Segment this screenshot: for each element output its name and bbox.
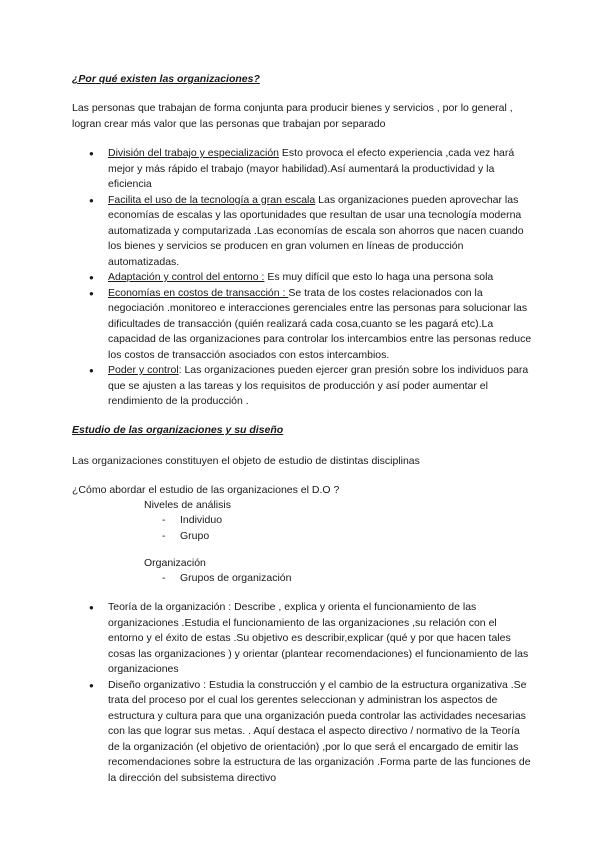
list-item — [72, 146, 532, 193]
item-term: Economías en costos de transacción : — [108, 286, 289, 299]
section2-question: ¿Cómo abordar el estudio de las organizaciones el D.O ? — [72, 484, 340, 496]
list-item: ● Teoría de la organización : Describe , explica y orienta el funcionamiento de las organizaciones .Estudia el funcionamiento de las organizaciones ,su relación con el entorno y el éxito de estas .Su objetivo es describir,explicar (qué y por que hacen tales cosas las organizaciones ) y orientar (plantear recomendaciones) el funcionamiento de las organizaciones — [72, 600, 532, 678]
section2-intro: Las organizaciones constituyen el objeto de estudio de distintas disciplinas — [72, 455, 420, 467]
item-text: : Las organizaciones pueden ejercer gran presión sobre los individuos para que se ajusten a las tareas y los requisitos de producción y así poder aumentar el rendimiento de la producción . — [108, 364, 529, 407]
list-item — [72, 363, 532, 410]
item-text: Esto provoca el efecto experiencia ,cada vez hará mejor y más rápido el trabajo (mayor habilidad).Así aumentará la productividad y la eficiencia — [108, 147, 515, 190]
item-term: Adaptación y control del entorno : — [108, 271, 265, 283]
item-text: Las organizaciones pueden aprovechar las economías de escalas y las oportunidades que resultan de usar una tecnología moderna automatizada y computarizada .Las economías de escala son ahorros que nacen cuando los bienes y servicios se producen en gran volumen en líneas de producción automatizadas. — [108, 193, 524, 268]
item-text: Se trata de los costes relacionados con la negociación .monitoreo e interacciones gerenciales entre las personas para solucionar las dificultades de transacción (quién realizará cada cosa,cuanto se les pagará etc).La capacidad de las organizaciones para controlar los intercambios entre las personas reduce los costos de transacción asociados con estos intercambios. — [108, 286, 532, 361]
item-term: Poder y control — [108, 364, 179, 376]
item-text: Es muy difícil que esto lo haga una persona sola — [264, 271, 494, 283]
section1-list — [72, 146, 532, 410]
section2-title: Estudio de las organizaciones y su diseño — [72, 424, 284, 436]
item-term: División del trabajo y especialización — [108, 147, 280, 159]
section1-intro: Las personas que trabajan de forma conjunta para producir bienes y servicios , por lo general , logran crear más valor que las personas que trabajan por separado — [72, 102, 513, 130]
levels-label: Niveles de análisis — [144, 499, 231, 511]
list-item: - Individuo — [144, 513, 222, 529]
list-item — [72, 193, 532, 271]
levels-list — [144, 513, 222, 544]
section2-list — [72, 600, 532, 786]
list-item: - Grupos de organización — [144, 571, 292, 587]
list-item — [72, 270, 532, 286]
item-term: Facilita el uso de la tecnología a gran escala — [108, 193, 316, 206]
list-item: ● Diseño organizativo : Estudia la construcción y el cambio de la estructura organizativa .Se trata del proceso por el cual los gerentes seleccionan y administran los aspectos de estructura y cultura para que una organización pueda controlar las actividades necesarias con las que lograr sus metas. . Aquí destaca el aspecto directivo / normativo de la Teoría de la organización (el objetivo de orientación) ,por lo que será el encargado de emitir las recomendaciones sobre la estructura de las organización .Forma parte de las funciones de la dirección del subsistema directivo — [72, 678, 532, 787]
org-label: Organización — [144, 557, 206, 569]
list-item — [72, 286, 532, 364]
list-item: - Grupo — [144, 529, 222, 545]
section1-title: ¿Por qué existen las organizaciones? — [72, 73, 260, 85]
org-levels-list — [144, 571, 292, 587]
